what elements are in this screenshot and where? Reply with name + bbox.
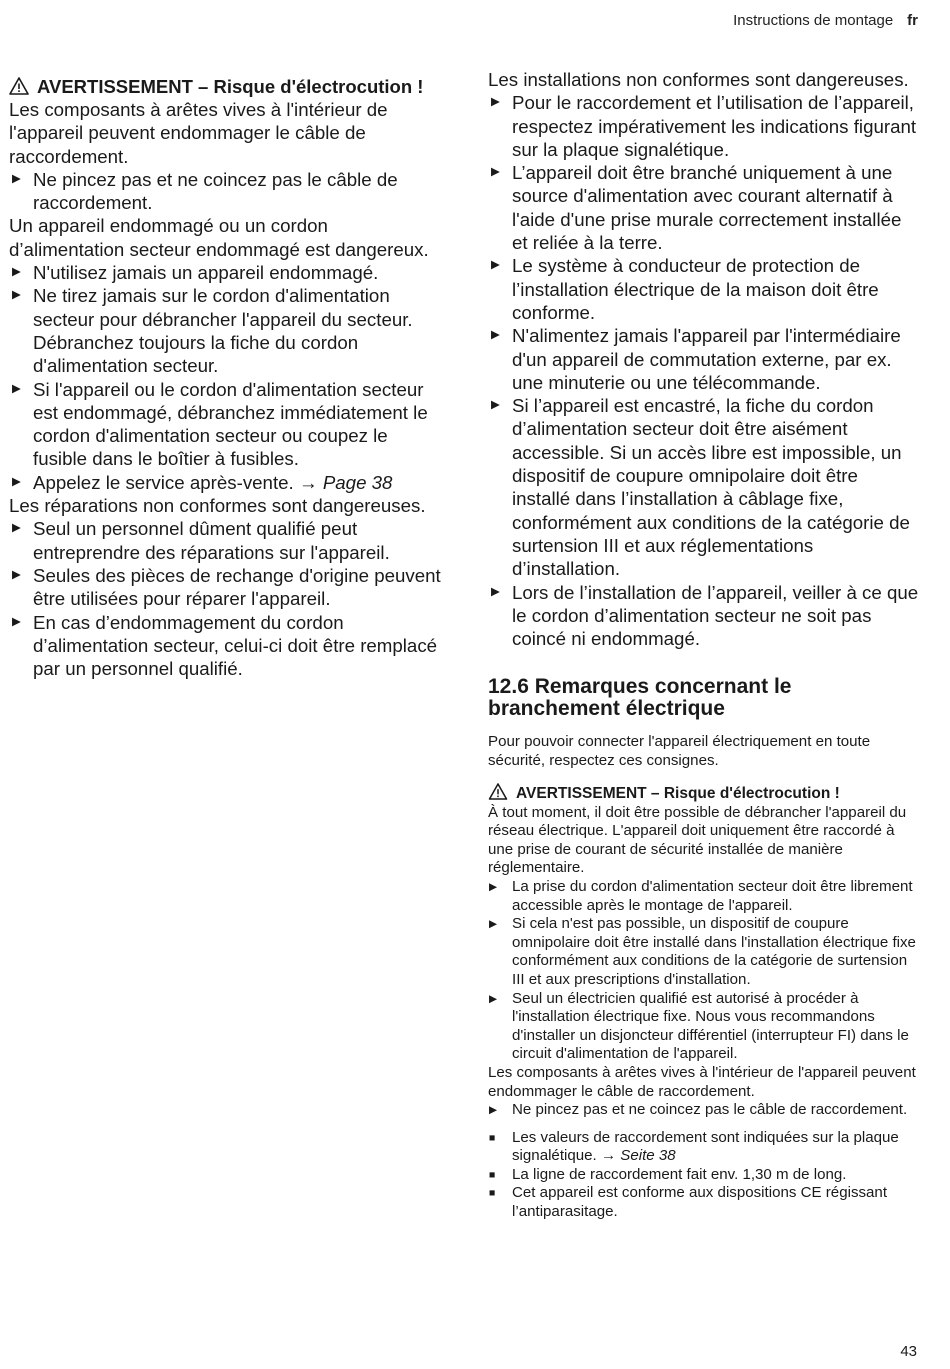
- list-item-text: Si l’appareil est encastré, la fiche du cordon d’alimentation secteur doit être aisément accessible. Si un accès libre est impossible, un dispositif de coupure omnipolaire doit être installé dans l’installation à câblage fixe, conformément aux conditions de la catégorie de surtension III et aux réglementations d’installation.: [512, 395, 910, 580]
- list-item-text: Si l'appareil ou le cordon d'alimentation secteur est endommagé, débranchez immédiatement le cordon d'alimentation secteur ou coupez le fusible dans le boîtier à fusibles.: [33, 378, 428, 470]
- page-number: 43: [900, 1343, 917, 1360]
- page-reference-link[interactable]: → Page 38: [298, 471, 393, 493]
- list-item: [9, 261, 441, 284]
- list-item: [488, 1166, 920, 1185]
- triangle-bullet-icon: ▶: [489, 992, 498, 1005]
- triangle-bullet-icon: ▶: [12, 382, 21, 395]
- section-body: [488, 733, 920, 1221]
- list-item: [9, 611, 441, 681]
- list-item: [488, 581, 920, 651]
- list-item: [9, 517, 441, 564]
- list-item-text: N'utilisez jamais un appareil endommagé.: [33, 262, 379, 284]
- triangle-bullet-icon: ▶: [491, 259, 500, 272]
- triangle-bullet-icon: ▶: [491, 96, 500, 109]
- bullet-list: [488, 91, 920, 650]
- bullet-list: [488, 878, 920, 1064]
- square-bullet-icon: ■: [489, 1168, 496, 1181]
- triangle-bullet-icon: ▶: [491, 166, 500, 179]
- paragraph: Les composants à arêtes vives à l'intérieur de l'appareil peuvent endommager le câble de raccordement.: [488, 1063, 916, 1100]
- list-item-text: Seul un personnel dûment qualifié peut entreprendre des réparations sur l'appareil.: [33, 518, 390, 563]
- list-item: [9, 564, 441, 611]
- list-item-text: Cet appareil est conforme aux dispositions CE régissant l’antiparasitage.: [512, 1184, 888, 1221]
- list-item: [9, 284, 441, 377]
- paragraph: Les installations non conformes sont dangereuses.: [488, 69, 909, 90]
- triangle-bullet-icon: ▶: [489, 918, 498, 931]
- list-item-text: Appelez le service après-vente.: [33, 471, 294, 493]
- list-item: [488, 394, 920, 580]
- warning-triangle-icon: [488, 783, 508, 800]
- bullet-list: [9, 168, 441, 215]
- list-item-text: Seul un électricien qualifié est autorisé à procéder à l'installation électrique fixe. Nous vous recommandons d'installer un disjoncteur différentiel (interrupteur FI) dans le circuit d'alimentation de l'appareil.: [512, 989, 909, 1063]
- square-bullet-icon: ■: [489, 1187, 496, 1200]
- list-item-text: Si cela n'est pas possible, un dispositif de coupure omnipolaire doit être installé dans l'installation électrique fixe conformément aux conditions de la catégorie de surtension III et aux prescriptions d'installation.: [512, 915, 916, 988]
- list-item: [488, 1101, 920, 1120]
- list-item-text: Ne tirez jamais sur le cordon d'alimentation secteur pour débrancher l'appareil du secteur. Débranchez toujours la fiche du cordon d'alimentation secteur.: [33, 285, 413, 377]
- list-item-text: Lors de l’installation de l’appareil, veiller à ce que le cordon d’alimentation secteur ne soit pas coincé ni endommagé.: [512, 581, 919, 650]
- paragraph: Pour pouvoir connecter l'appareil électriquement en toute sécurité, respectez ces consignes.: [488, 733, 871, 770]
- list-item: [488, 91, 920, 161]
- page-reference-link[interactable]: → Seite 38: [600, 1147, 676, 1165]
- list-item-text: N'alimentez jamais l'appareil par l'intermédiaire d'un appareil de commutation externe, par ex. une minuterie ou une télécommande.: [512, 325, 901, 393]
- paragraph: Les composants à arêtes vives à l'intérieur de l'appareil peuvent endommager le câble de raccordement.: [9, 99, 388, 167]
- list-item: [488, 878, 920, 915]
- header-language: fr: [907, 12, 918, 29]
- triangle-bullet-icon: ▶: [12, 568, 21, 581]
- triangle-bullet-icon: ▶: [12, 266, 21, 279]
- list-item-text: Seules des pièces de rechange d'origine peuvent être utilisées pour réparer l'appareil.: [33, 564, 441, 610]
- warning-heading: [488, 783, 920, 804]
- square-bullet-list: [488, 1129, 920, 1222]
- triangle-bullet-icon: ▶: [12, 522, 21, 535]
- triangle-bullet-icon: ▶: [491, 399, 500, 412]
- square-bullet-icon: ■: [489, 1131, 496, 1144]
- list-item: [488, 324, 920, 394]
- paragraph: Un appareil endommagé ou un cordon d’alimentation secteur endommagé est dangereux.: [9, 215, 429, 260]
- right-column: [488, 68, 920, 1222]
- list-item: [488, 1129, 920, 1166]
- bullet-list: [9, 517, 441, 680]
- triangle-bullet-icon: ▶: [12, 289, 21, 302]
- left-column: [9, 68, 441, 680]
- list-item: [488, 254, 920, 324]
- triangle-bullet-icon: ▶: [12, 475, 21, 488]
- triangle-bullet-icon: ▶: [12, 172, 21, 185]
- triangle-bullet-icon: ▶: [491, 329, 500, 342]
- list-item-text: Pour le raccordement et l’utilisation de l’appareil, respectez impérativement les indications figurant sur la plaque signalétique.: [512, 92, 917, 160]
- triangle-bullet-icon: ▶: [489, 880, 498, 893]
- paragraph: À tout moment, il doit être possible de débrancher l'appareil du réseau électrique. L'appareil doit uniquement être raccordé à une prise de courant de sécurité installée de manière réglementaire.: [488, 803, 907, 877]
- warning-title: AVERTISSEMENT – Risque d'électrocution !: [516, 784, 840, 802]
- list-item-text: La ligne de raccordement fait env. 1,30 m de long.: [512, 1165, 847, 1183]
- warning-heading: [9, 76, 441, 98]
- triangle-bullet-icon: ▶: [489, 1104, 498, 1117]
- list-item: [488, 915, 920, 989]
- list-item: [488, 161, 920, 254]
- list-item-text: La prise du cordon d'alimentation secteur doit être librement accessible après le montage de l'appareil.: [512, 877, 913, 914]
- warning-title: AVERTISSEMENT – Risque d'électrocution !: [37, 76, 424, 97]
- list-item-text: Les valeurs de raccordement sont indiquées sur la plaque signalétique.: [512, 1128, 899, 1165]
- triangle-bullet-icon: ▶: [491, 585, 500, 598]
- list-item-text: Le système à conducteur de protection de l’installation électrique de la maison doit être conforme.: [512, 255, 879, 323]
- section-title: 12.6 Remarques concernant le branchement électrique: [488, 675, 792, 721]
- page-header: [733, 12, 918, 29]
- list-item: [9, 378, 441, 471]
- list-item-text: Ne pincez pas et ne coincez pas le câble de raccordement.: [33, 168, 398, 214]
- bullet-list: [9, 261, 441, 494]
- bullet-list: [488, 1101, 920, 1120]
- list-item: [9, 471, 441, 494]
- header-title: Instructions de montage: [733, 12, 894, 29]
- list-item-text: En cas d’endommagement du cordon d’alimentation secteur, celui-ci doit être remplacé par un personnel qualifié.: [33, 611, 438, 680]
- list-item: [9, 168, 441, 215]
- triangle-bullet-icon: ▶: [12, 615, 21, 628]
- list-item-text: L’appareil doit être branché uniquement à une source d'alimentation avec courant alternatif à l'aide d'une prise murale correctement installée et reliée à la terre.: [512, 162, 902, 254]
- list-item-text: Ne pincez pas et ne coincez pas le câble de raccordement.: [512, 1101, 908, 1119]
- list-item: [488, 990, 920, 1064]
- list-item: [488, 1184, 920, 1221]
- paragraph: Les réparations non conformes sont dangereuses.: [9, 495, 426, 517]
- warning-triangle-icon: [9, 77, 29, 95]
